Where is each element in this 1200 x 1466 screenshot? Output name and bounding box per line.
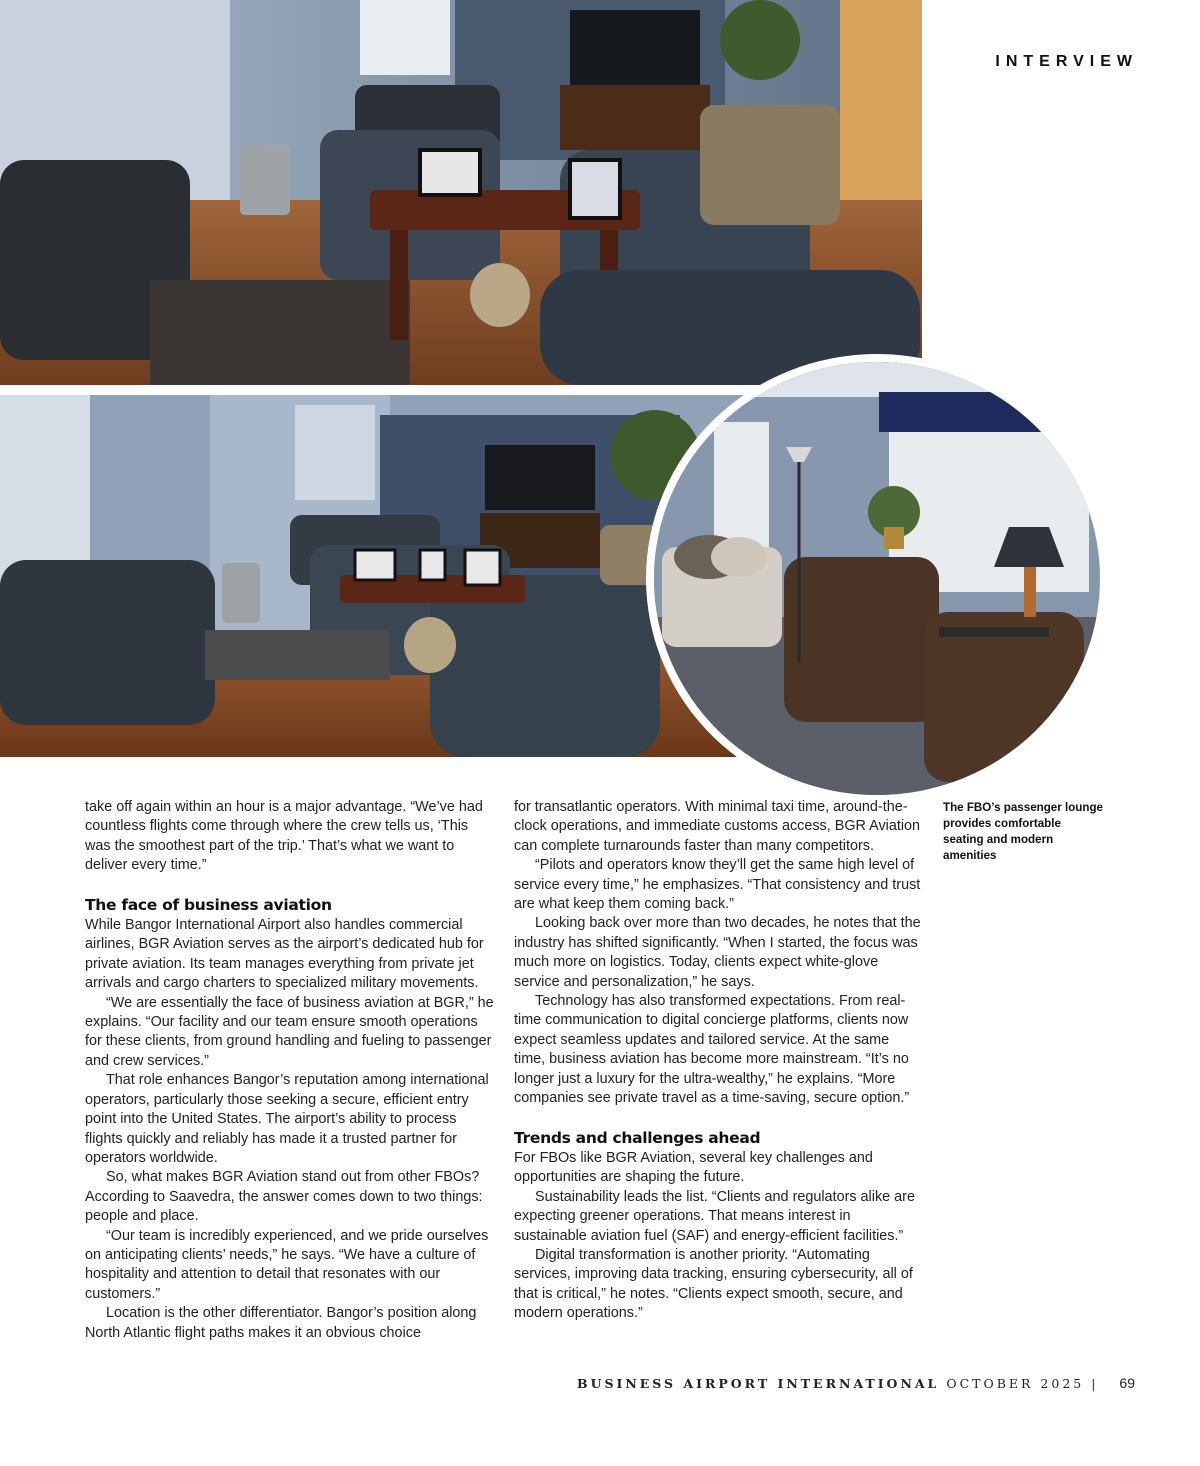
subheading: Trends and challenges ahead [514,1128,761,1147]
paragraph: “We are essentially the face of business aviation at BGR,” he explains. “Our facility and our team ensure smooth operations for these clients, from ground handling and fueling to passenger and crew services.” [85,994,494,1069]
section-label: INTERVIEW [995,53,1138,70]
paragraph: “Pilots and operators know they’ll get the same high level of service every time,” he emphasizes. “That consistency and trust are what keep them coming back.” [514,857,921,913]
lounge-photo-wide [0,395,745,757]
issue-date: OCTOBER 2025 | [946,1376,1099,1391]
paragraph: Location is the other differentiator. Bangor’s position along North Atlantic flight paths makes it an obvious choice [85,1305,477,1341]
paragraph: For FBOs like BGR Aviation, several key challenges and opportunities are shaping the future. [514,1149,873,1186]
paragraph: for transatlantic operators. With minimal taxi time, around-the-clock operations, and immediate customs access, BGR Aviation can complete turnarounds faster than many competitors. [514,799,921,854]
subheading: The face of business aviation [85,895,332,914]
magazine-name: BUSINESS AIRPORT INTERNATIONAL [577,1376,940,1391]
lounge-photo-circle [654,362,1100,795]
paragraph: That role enhances Bangor’s reputation among international operators, particularly those seeking a secure, efficient entry point into the United States. The airport’s ability to process flights quickly and reliably has made it a trusted partner for operators worldwide. [85,1072,489,1166]
paragraph: So, what makes BGR Aviation stand out from other FBOs? According to Saavedra, the answer comes down to two things: people and place. [85,1169,483,1225]
paragraph: “Our team is incredibly experienced, and we pride ourselves on anticipating clients’ needs,” he says. “We have a culture of hospitality and attention to detail that resonates with our customers.” [85,1227,489,1302]
paragraph: While Bangor International Airport also handles commercial airlines, BGR Aviation serves as the airport’s dedicated hub for private aviation. Its team manages everything from private jet arrivals and cargo charters to specialized military movements. [85,917,484,992]
page-footer [577,1375,1135,1391]
paragraph: take off again within an hour is a major advantage. “We’ve had countless flights come through where the crew tells us, ‘This was the smoothest part of the trip.’ That’s what we want to deliver every time.” [85,799,483,874]
paragraph: Looking back over more than two decades, he notes that the industry has shifted significantly. “When I started, the focus was much more on logistics. Today, clients expect white-glove service and personalization,” he says. [514,915,921,990]
article-column-1 [85,798,497,1343]
article-column-2 [514,798,924,1324]
page-number: 69 [1119,1375,1135,1391]
paragraph: Sustainability leads the list. “Clients and regulators alike are expecting greener operations. That means interest in sustainable aviation fuel (SAF) and energy-efficient facilities.” [514,1188,915,1244]
paragraph: Digital transformation is another priority. “Automating services, improving data tracking, ensuring cybersecurity, all of that is critical,” he notes. “Clients expect smooth, secure, and modern operations.” [514,1246,913,1322]
paragraph: Technology has also transformed expectations. From real-time communication to digital concierge platforms, clients now expect seamless updates and tailored service. At the same time, business aviation has become more mainstream. “It’s no longer just a luxury for the ultra-wealthy,” he explains. “More companies see private travel as a time-saving, secure option.” [514,993,910,1107]
lounge-photo-top [0,0,922,385]
photo-caption: The FBO’s passenger lounge provides comfortable seating and modern amenities [943,801,1103,862]
